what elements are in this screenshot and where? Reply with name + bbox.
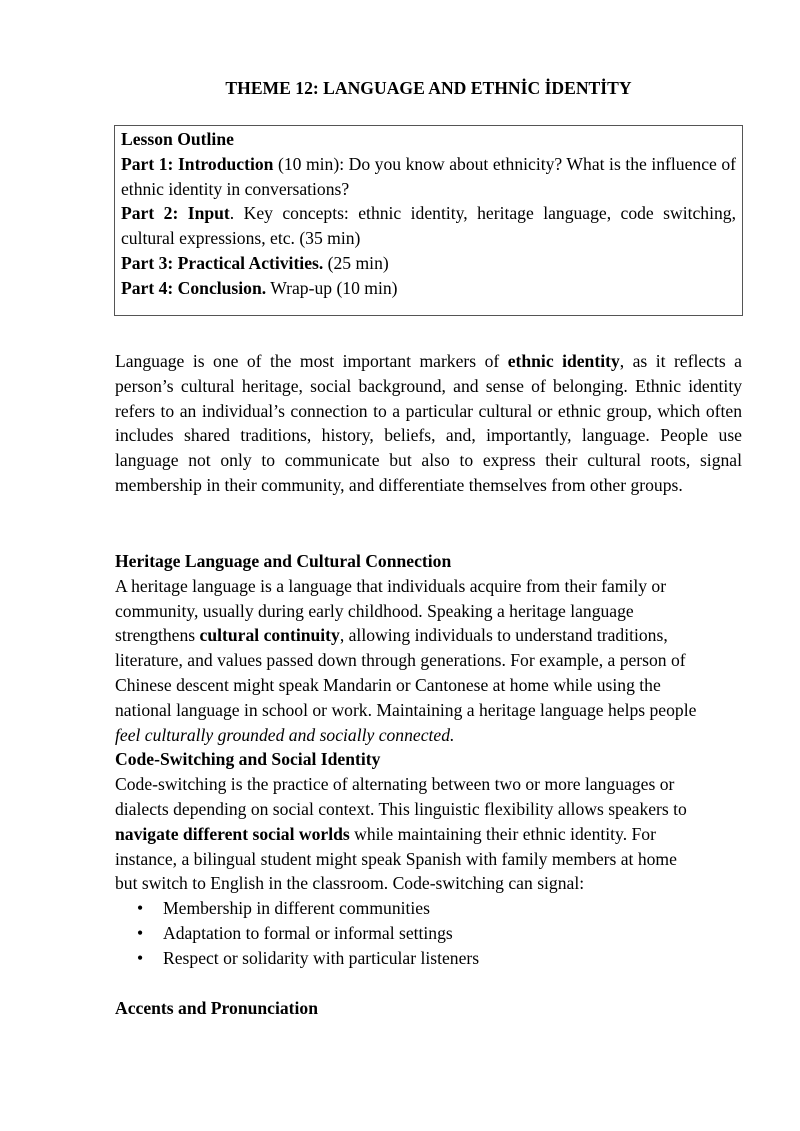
heritage-bold-term: cultural continuity: [199, 625, 340, 646]
outline-part-1-label: Part 1: Introduction: [121, 153, 274, 174]
outline-part-3-text: (25 min): [323, 252, 389, 273]
outline-part-1-text: (10 min): Do you know about ethnicity? What is the influence of ethnic identity in conversations?: [121, 153, 737, 199]
codeswitch-line-3-after: while maintaining their ethnic identity. For: [349, 823, 656, 844]
heritage-line-2: community, usually during early childhood. Speaking a heritage language: [115, 600, 634, 621]
outline-part-4-text: Wrap-up (10 min): [266, 277, 398, 298]
page-title: THEME 12: LANGUAGE AND ETHNİC İDENTİTY: [225, 78, 632, 98]
heritage-line-5: Chinese descent might speak Mandarin or Cantonese at home while using the: [115, 674, 661, 695]
heritage-line-1: A heritage language is a language that individuals acquire from their family or: [115, 575, 667, 596]
outline-part-3-label: Part 3: Practical Activities.: [121, 252, 324, 273]
outline-heading: [121, 127, 736, 152]
outline-part-2-text: . Key concepts: ethnic identity, heritage language, code switching, cultural expressions, etc. (35 min): [121, 203, 736, 249]
list-item: [115, 896, 742, 921]
intro-paragraph: [115, 349, 742, 498]
heritage-line-4: literature, and values passed down through generations. For example, a person of: [115, 650, 686, 671]
codeswitch-line-1: Code-switching is the practice of alternating between two or more languages or: [115, 774, 675, 795]
codeswitch-bullet-list: [115, 896, 742, 970]
heritage-heading: Heritage Language and Cultural Connection: [115, 551, 452, 571]
intro-bold-term: ethnic identity: [507, 351, 620, 371]
outline-part-2: [121, 201, 736, 251]
outline-part-2-label: Part 2: Input: [121, 203, 230, 224]
bullet-text: Membership in different communities: [163, 898, 430, 919]
list-item: [115, 921, 742, 946]
outline-part-3: [121, 251, 736, 276]
codeswitch-line-3: [115, 822, 742, 847]
lesson-outline-box: [114, 125, 743, 316]
codeswitch-heading: Code-Switching and Social Identity: [115, 749, 381, 770]
codeswitch-line-2: dialects depending on social context. This linguistic flexibility allows speakers to: [115, 798, 687, 819]
heritage-line-6: national language in school or work. Maintaining a heritage language helps people: [115, 699, 697, 720]
heritage-italic-text: feel culturally grounded and socially connected.: [115, 724, 455, 745]
accents-heading: Accents and Pronunciation: [115, 998, 318, 1018]
codeswitch-line-4: instance, a bilingual student might speak Spanish with family members at home: [115, 848, 677, 869]
heritage-italic-line: [115, 723, 742, 748]
bullet-icon: •: [137, 947, 144, 968]
intro-text-after: , as it reflects a person’s cultural heritage, social background, and sense of belonging. Ethnic identity refers to an individual’s connection to a particular cultural or ethnic group, which often includes shared traditions, history, beliefs, and, importantly, language. People use language not only to communicate but also to express their cultural roots, signal membership in their community, and differentiate themselves from other groups.: [115, 351, 742, 495]
outline-part-1: [121, 152, 736, 202]
heritage-section: [115, 549, 742, 971]
heritage-line-3-before: strengthens: [115, 625, 200, 646]
heritage-line-3: [115, 623, 742, 648]
bullet-icon: •: [137, 922, 144, 943]
outline-heading-text: Lesson Outline: [121, 129, 234, 149]
list-item: [115, 946, 742, 971]
outline-part-4: [121, 276, 736, 301]
intro-text-before: Language is one of the most important markers of: [115, 351, 508, 371]
bullet-icon: •: [137, 898, 144, 919]
bullet-text: Adaptation to formal or informal settings: [163, 922, 453, 943]
heritage-line-3-after: , allowing individuals to understand traditions,: [339, 625, 668, 646]
bullet-text: Respect or solidarity with particular listeners: [163, 947, 480, 968]
codeswitch-bold-term: navigate different social worlds: [115, 823, 350, 844]
outline-part-4-label: Part 4: Conclusion.: [121, 277, 267, 298]
codeswitch-line-5: but switch to English in the classroom. Code-switching can signal:: [115, 873, 585, 894]
